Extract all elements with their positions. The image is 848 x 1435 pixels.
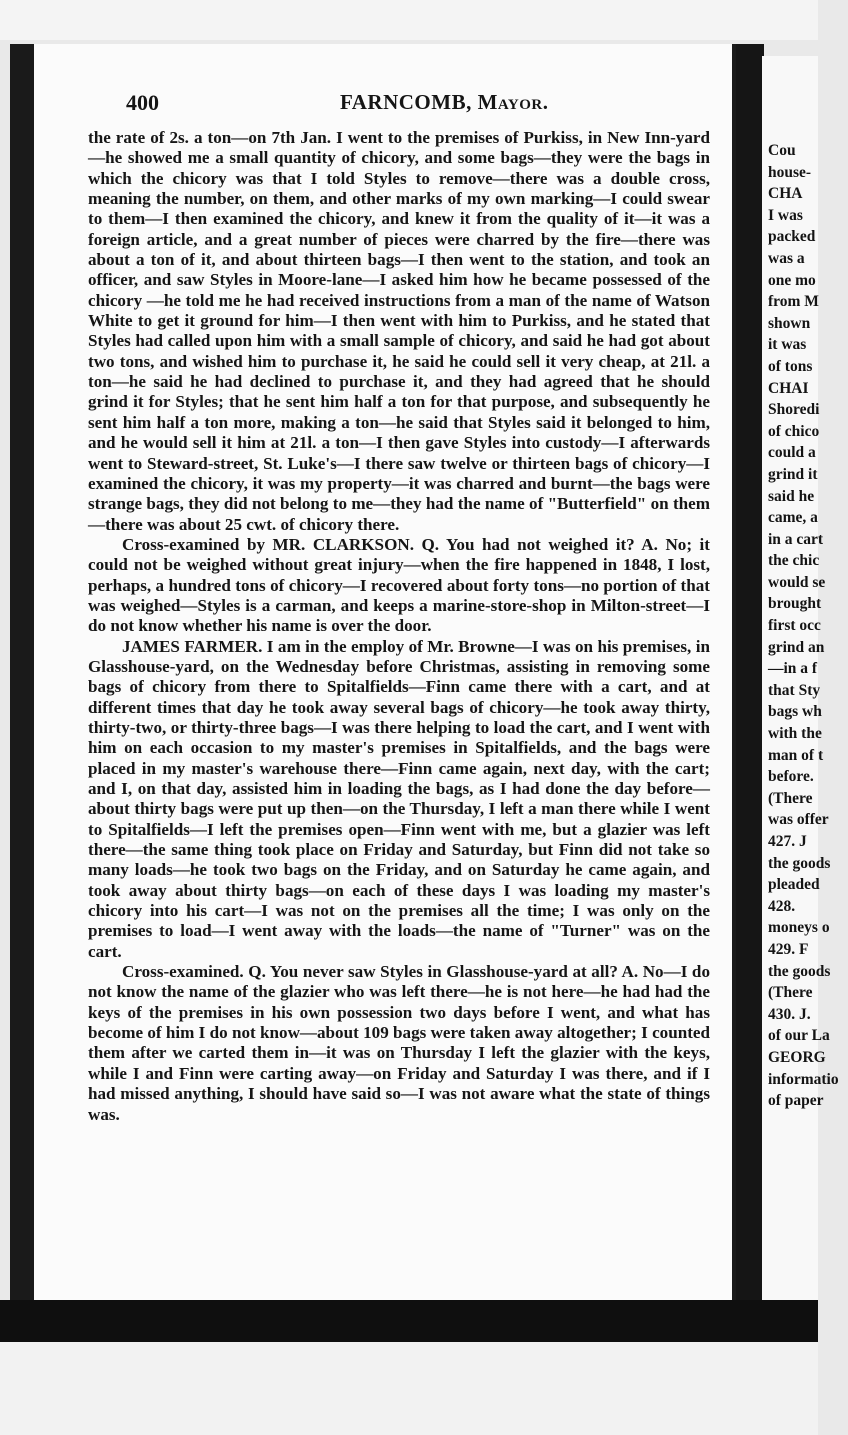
paragraph-1: the rate of 2s. a ton—on 7th Jan. I went to the premises of Purkiss, in New Inn-yard—he showed me a small quantity of chicory, and some bags—they were the bags in which the chicory was that I told Styles to remove—there was a double cross, meaning the number, on them, and other marks of my own marking—I could swear to them—I then examined the chicory, and knew it from the quality of it—it was a foreign article, and a great number of pieces were charred by the fire—there was about a ton of it, and about thirteen bags—I then went to the station, and took an officer, and saw Styles in Moore-lane—I asked him how he became possessed of the chicory —he told me he had received instructions from a man of the name of Watson White to get it ground for him—I then went with him to Purkiss, and he stated that Styles had called upon him with a small sample of chicory, and said he had got about two tons, and wished him to purchase it, he said he could sell it very cheap, at 21l. a ton—he said he had declined to purchase it, and they had agreed that he should grind it for Styles; that he sent him half a ton for that purpose, and subsequently he sent him half a ton more, making a ton—he said that Styles said it belonged to him, and he would sell it him at 21l. a ton—I then gave Styles into custody—I afterwards went to Steward-street, St. Luke's—I there saw twelve or thirteen bags of chicory—I examined the chicory, it was my property—it was charred and burnt—the bags were strange bags, they did not belong to me—they had the name of "Butterfield" on them—there was about 25 cwt. of chicory there. <box>88 128 710 534</box>
right-page-line: bags wh <box>768 703 822 721</box>
paragraph-2: Cross-examined by MR. CLARKSON. Q. You had not weighed it? A. No; it could not be weighed without great injury—when the fire happened in 1848, I lost, perhaps, a hundred tons of chicory—I recovered about forty tons—no portion of that was weighed—Styles is a carman, and keeps a marine-store-shop in Milton-street—I do not know whether his name is over the door. <box>88 534 710 636</box>
right-page-line: of our La <box>768 1027 830 1045</box>
right-page-line: could a <box>768 444 816 462</box>
right-page-line: one mo <box>768 271 816 289</box>
right-page-line: man of t <box>768 746 824 764</box>
page-header <box>88 90 698 120</box>
right-page-line: it was <box>768 336 807 354</box>
right-page-line: came, a <box>768 509 818 527</box>
right-page-line: informatio <box>768 1070 839 1088</box>
right-page-line: said he <box>768 487 815 505</box>
paragraph-4: Cross-examined. Q. You never saw Styles in Glasshouse-yard at all? A. No—I do not know the name of the glazier who was left there—he is not here—he had had the keys of the premises in his own possession two days before I went, and what has become of him I do not know—about 109 bags were taken away altogether; I counted them after we carted them in—it was on Thursday I left the glazier with the keys, while I and Finn were carting away—on Friday and Saturday I was there, and if I had missed anything, I should have said so—I was not aware what the state of things was. <box>88 962 710 1124</box>
right-page-text <box>768 140 848 1112</box>
right-page-line: 428. <box>768 897 796 915</box>
right-page-line: 429. F <box>768 940 809 958</box>
right-page-line: from M <box>768 293 819 311</box>
right-page-line: first occ <box>768 617 821 635</box>
right-page-line: moneys o <box>768 919 830 937</box>
right-page-line: was offer <box>768 811 829 829</box>
right-page-line: in a cart <box>768 530 824 548</box>
right-page-line: of paper <box>768 1092 824 1110</box>
right-page-line: Shoredi <box>768 401 820 419</box>
right-page-line: (There <box>768 984 813 1002</box>
running-head: FARNCOMB, Mayor. <box>340 90 549 114</box>
right-page-line: house- <box>768 163 812 181</box>
page-body <box>88 128 710 1125</box>
book-edge-left <box>10 44 36 1306</box>
right-page-line: CHA <box>768 185 803 203</box>
right-page-line: with the <box>768 725 822 743</box>
right-page-line: grind an <box>768 638 825 656</box>
right-page-line: I was <box>768 206 803 224</box>
scan-bottom-edge <box>0 1300 818 1342</box>
right-page-line: 427. J <box>768 833 807 850</box>
right-page-line: shown <box>768 314 811 332</box>
right-page-line: grind it <box>768 465 818 483</box>
paragraph-3: JAMES FARMER. I am in the employ of Mr. Browne—I was on his premises, in Glasshouse-yard, on the Wednesday before Christmas, assisting in removing some bags of chicory from there to Spitalfields—Finn came there with a cart, and at different times that day he took away several bags of chicory—he took away thirty, thirty-two, or thirty-three bags—I was there helping to load the cart, and I went with him on each occasion to my master's premises in Spitalfields, and the bags were placed in my master's warehouse there—Finn came again, next day, with the cart; and I, on that day, assisted him in loading the bags, as I had done the day before—about thirty bags were put up then—on the Thursday, I left a man there while I went to Spitalfields—I left the premises open—Finn went with me, but a glazier was left there—the same thing took place on Friday and Saturday, but Finn did not take so many loads—he took two bags on the Friday, and on Saturday he came again, and took away about thirty bags—on each of these days I was loading my master's chicory into his cart—I was not on the premises all the time; I was only on the premises to load—I went away with the loads—the name of "Turner" was on the cart. <box>88 636 710 961</box>
right-page-line: of chico <box>768 422 820 440</box>
page-number: 400 <box>126 90 159 115</box>
scan-top-margin <box>0 0 818 40</box>
right-page-line: CHAI <box>768 379 809 397</box>
right-page-line: the goods <box>768 854 831 872</box>
right-page-line: the goods <box>768 962 831 980</box>
right-page-line: Cou <box>768 142 796 159</box>
right-page-line: that Sty <box>768 681 821 699</box>
right-page-line: the chic <box>768 552 820 570</box>
right-page-line: would se <box>768 573 826 591</box>
right-page-line: 430. J. <box>768 1005 811 1023</box>
right-page-line: pleaded <box>768 876 820 894</box>
scan-bottom-margin <box>0 1342 818 1435</box>
right-page-line: packed <box>768 228 816 246</box>
right-page-line: GEORG <box>768 1048 826 1066</box>
right-page-line: of tons <box>768 357 813 375</box>
right-page-line: before. <box>768 768 814 786</box>
right-page-line: brought <box>768 595 822 613</box>
right-page-line: (There <box>768 789 813 807</box>
right-page-line: —in a f <box>768 660 818 678</box>
book-gutter <box>736 44 764 1306</box>
right-page-line: was a <box>768 249 805 267</box>
